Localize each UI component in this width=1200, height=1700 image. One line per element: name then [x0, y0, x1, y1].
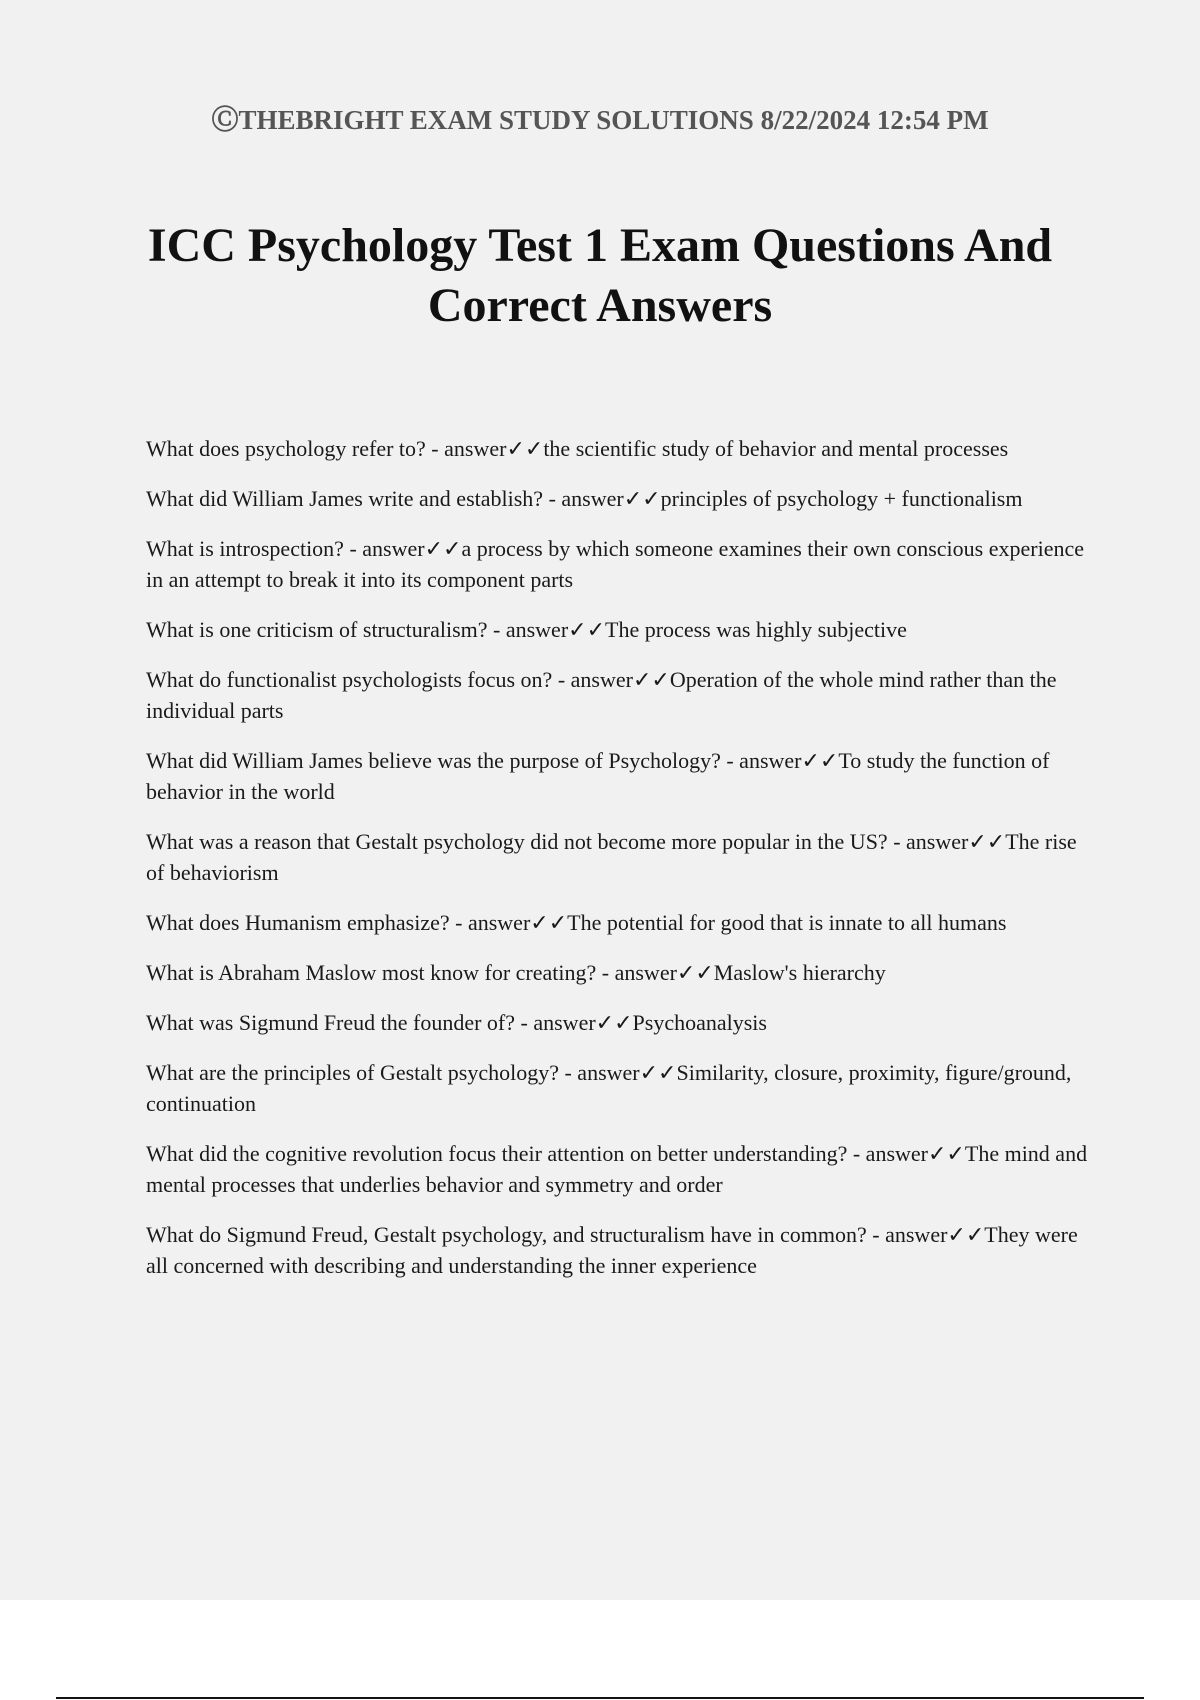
answer-separator: - answer: [543, 486, 624, 511]
checkmark-icon: ✓✓: [968, 829, 1006, 854]
question-text: What did the cognitive revolution focus their attention on better understanding?: [146, 1141, 848, 1166]
question-text: What are the principles of Gestalt psychology?: [146, 1060, 559, 1085]
answer-separator: - answer: [866, 1222, 948, 1247]
qa-item: [146, 664, 1096, 726]
bottom-divider: [56, 1697, 1144, 1699]
answer-text: To study the function of behavior in the world: [146, 748, 1050, 804]
question-text: What was Sigmund Freud the founder of?: [146, 1010, 516, 1035]
answer-text: Similarity, closure, proximity, figure/ground, continuation: [146, 1060, 1072, 1116]
checkmark-icon: ✓✓: [623, 486, 661, 511]
answer-separator: - answer: [558, 1060, 640, 1085]
qa-item: [146, 1007, 1096, 1038]
answer-text: principles of psychology + functionalism: [660, 486, 1023, 511]
answer-separator: - answer: [515, 1010, 596, 1035]
qa-item: [146, 1219, 1096, 1281]
watermark-header: ⒸTHEBRIGHT EXAM STUDY SOLUTIONS 8/22/2024 12:54 PM: [211, 105, 989, 135]
question-text: What do functionalist psychologists focus on?: [146, 667, 553, 692]
answer-text: The process was highly subjective: [605, 617, 907, 642]
question-text: What is one criticism of structuralism?: [146, 617, 488, 642]
answer-separator: - answer: [887, 829, 969, 854]
answer-separator: - answer: [425, 436, 507, 461]
qa-item: [146, 433, 1096, 464]
answer-text: They were all concerned with describing and understanding the inner experience: [146, 1222, 1078, 1278]
question-text: What do Sigmund Freud, Gestalt psychology, and structuralism have in common?: [146, 1222, 867, 1247]
checkmark-icon: ✓✓: [595, 1010, 633, 1035]
question-text: What is introspection?: [146, 536, 344, 561]
answer-text: Operation of the whole mind rather than the individual parts: [146, 667, 1057, 723]
qa-item: [146, 614, 1096, 645]
answer-separator: - answer: [720, 748, 802, 773]
answer-text: the scientific study of behavior and mental processes: [543, 436, 1009, 461]
qa-item: [146, 1057, 1096, 1119]
checkmark-icon: ✓✓: [947, 1222, 985, 1247]
question-text: What does psychology refer to?: [146, 436, 426, 461]
qa-list: [146, 433, 1096, 1300]
answer-separator: - answer: [552, 667, 633, 692]
question-text: What does Humanism emphasize?: [146, 910, 450, 935]
checkmark-icon: ✓✓: [568, 617, 606, 642]
checkmark-icon: ✓✓: [632, 667, 670, 692]
document-title: ICC Psychology Test 1 Exam Questions And Correct Answers: [147, 219, 1053, 332]
qa-item: [146, 533, 1096, 595]
checkmark-icon: ✓✓: [801, 748, 839, 773]
checkmark-icon: ✓✓: [506, 436, 544, 461]
qa-item: [146, 745, 1096, 807]
qa-item: [146, 957, 1096, 988]
checkmark-icon: ✓✓: [530, 910, 568, 935]
answer-text: a process by which someone examines their own conscious experience in an attempt to break it into its component parts: [146, 536, 1084, 592]
question-text: What was a reason that Gestalt psychology did not become more popular in the US?: [146, 829, 888, 854]
checkmark-icon: ✓✓: [424, 536, 462, 561]
answer-text: The potential for good that is innate to all humans: [567, 910, 1007, 935]
answer-separator: - answer: [343, 536, 425, 561]
question-text: What did William James write and establish?: [146, 486, 544, 511]
answer-text: The mind and mental processes that underlies behavior and symmetry and order: [146, 1141, 1088, 1197]
answer-text: The rise of behaviorism: [146, 829, 1077, 885]
checkmark-icon: ✓✓: [676, 960, 714, 985]
question-text: What is Abraham Maslow most know for creating?: [146, 960, 597, 985]
checkmark-icon: ✓✓: [639, 1060, 677, 1085]
qa-item: [146, 826, 1096, 888]
answer-separator: - answer: [449, 910, 531, 935]
answer-separator: - answer: [487, 617, 569, 642]
answer-text: Maslow's hierarchy: [713, 960, 886, 985]
answer-separator: - answer: [847, 1141, 928, 1166]
qa-item: [146, 907, 1096, 938]
checkmark-icon: ✓✓: [928, 1141, 965, 1166]
question-text: What did William James believe was the purpose of Psychology?: [146, 748, 721, 773]
answer-separator: - answer: [596, 960, 677, 985]
qa-item: [146, 1138, 1096, 1200]
qa-item: [146, 483, 1096, 514]
answer-text: Psychoanalysis: [632, 1010, 767, 1035]
